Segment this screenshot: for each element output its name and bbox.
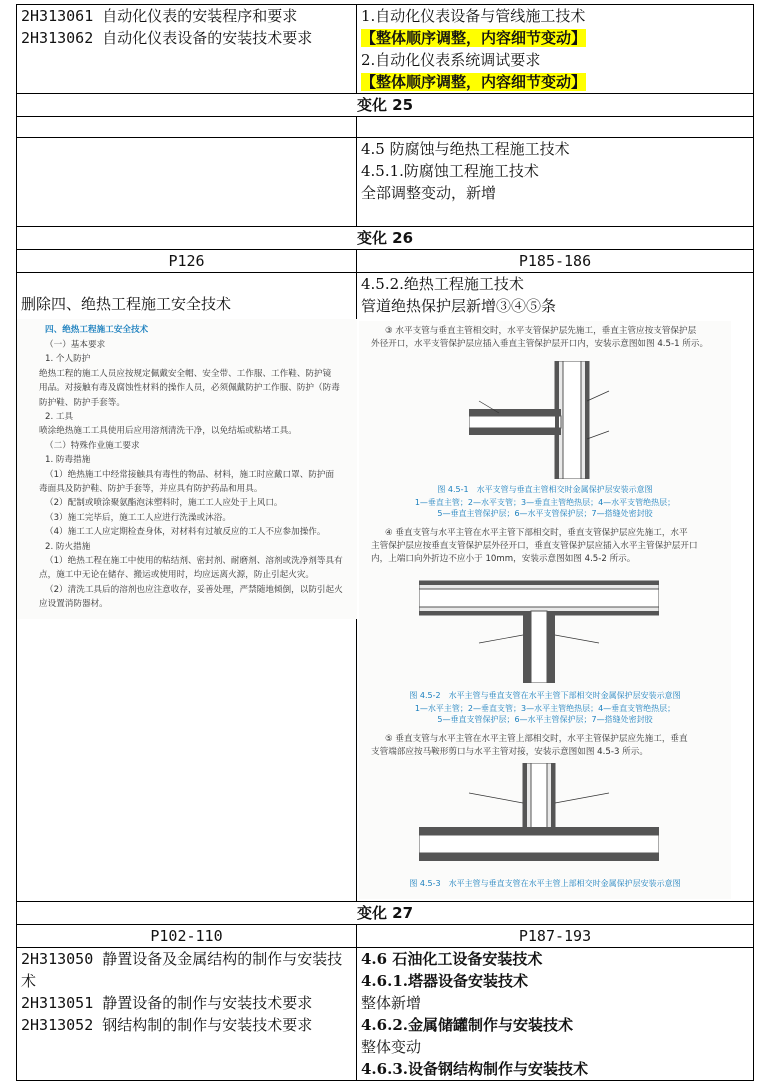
figure-legend: 5—垂直支管保护层；6—水平主管保护层；7—搭缝处密封胶: [437, 715, 653, 724]
vertical-main-pipe: [563, 361, 581, 479]
figure-caption: 图 4.5-2 水平主管与垂直支管在水平主管下部相交时金属保护层安装示意图: [409, 691, 681, 700]
scan-text-line: 喷涂绝热施工工具使用后应用溶剂清洗干净，以免结垢或粘堵工具。: [39, 426, 297, 437]
new-item: 管道绝热保护层新增③④⑤条: [361, 297, 557, 315]
scan-text-line: ⑤ 垂直支管与水平主管在水平主管上部相交时，水平主管保护层应先施工，垂直: [385, 734, 688, 744]
old-syllabus-cell: [17, 948, 357, 1081]
vertical-main-cover-right: [585, 361, 589, 479]
table-row: [17, 902, 754, 925]
figure-4-5-1: [469, 361, 629, 479]
scan-text-line: 1. 防毒措施: [45, 455, 91, 466]
new-item: 4.6.2.金属储罐制作与安装技术: [361, 1016, 573, 1034]
table-row: [17, 250, 754, 273]
vertical-branch-pipe: [531, 763, 547, 831]
leader-line: [555, 793, 609, 803]
scan-text-line: 点，施工中无论在储存、搬运或使用时，均应远离火源，防止引起火灾。: [39, 570, 315, 581]
figure-caption: 图 4.5-1 水平支管与垂直主管相交时金属保护层安装示意图: [437, 485, 653, 494]
scan-text-line: 外径开口，水平支管保护层应插入垂直主管保护层开口内，安装示意图如图 4.5-1 所示。: [371, 339, 709, 349]
deleted-section: 删除四、绝热工程施工安全技术: [21, 295, 232, 313]
scan-text-line: （4）施工工人应定期检查身体，对材料有过敏反应的工人不应参加操作。: [45, 527, 326, 538]
vertical-cover-right: [551, 763, 555, 831]
old-item: 2H313050 静置设备及金属结构的制作与安装技术: [21, 950, 343, 990]
change-heading: 变化 25: [17, 94, 754, 117]
old-syllabus-cell: [17, 138, 357, 227]
table-row: [17, 94, 754, 117]
figure-4-5-2: [419, 573, 659, 683]
table-row: [17, 948, 754, 1081]
scan-text-line: ④ 垂直支管与水平主管在水平主管下部相交时，垂直支管保护层应先施工，水平: [385, 528, 688, 538]
horizontal-branch-pipe: [469, 416, 561, 428]
horizontal-main-pipe: [419, 835, 659, 853]
old-item: 2H313062 自动化仪表设备的安装技术要求: [21, 29, 313, 47]
new-syllabus-cell: [357, 138, 754, 227]
scan-text-line: ③ 水平支管与垂直主管相交时，水平支管保护层先施工，垂直主管应按支管保护层: [385, 326, 697, 336]
scan-text-line: （二）特殊作业施工要求: [45, 440, 140, 451]
new-page-ref: P185-186: [357, 250, 754, 273]
table-row: [17, 5, 754, 94]
figure-legend: 1—水平主管；2—垂直支管；3—水平主管绝热层；4—垂直支管绝热层；: [414, 704, 676, 713]
vertical-cover-left: [523, 763, 527, 831]
figure-4-5-3: [419, 763, 659, 871]
scan-title: 四、绝热工程施工安全技术: [45, 325, 149, 335]
old-page-ref: P102-110: [17, 925, 357, 948]
scan-text-line: 2. 工具: [45, 412, 74, 422]
change-note-highlight: 【整体顺序调整，内容细节变动】: [361, 29, 587, 47]
leader-line: [555, 635, 599, 643]
old-item: 2H313051 静置设备的制作与安装技术要求: [21, 994, 313, 1012]
new-item: 4.6.1.塔器设备安装技术: [361, 972, 528, 990]
leader-line: [587, 391, 609, 401]
scan-text-line: （1）绝热工程在施工中使用的粘结剂、密封剂、耐磨剂、溶剂或洗净剂等具有: [45, 556, 343, 566]
figure-caption: 图 4.5-3 水平主管与垂直支管在水平主管上部相交时金属保护层安装示意图: [409, 879, 681, 888]
leader-line: [479, 635, 523, 643]
scan-text-line: 内，上端口向外折边不应小于 10mm，安装示意图如图 4.5-2 所示。: [371, 554, 636, 564]
scan-text-line: （2）清洗工具后的溶剂也应注意收存，妥善处理，严禁随地倾倒，以防引起火: [45, 584, 343, 595]
new-item: 4.6.3.设备钢结构制作与安装技术: [361, 1060, 588, 1078]
new-page-ref: P187-193: [357, 925, 754, 948]
change-heading: 变化 26: [17, 227, 754, 250]
scan-text-line: 支管端部应按马鞍形剪口与水平主管对接，安装示意图如图 4.5-3 所示。: [371, 747, 648, 757]
scan-text-line: 1. 个人防护: [45, 354, 91, 365]
page-cell-right: [357, 117, 754, 138]
new-syllabus-cell: [357, 273, 754, 902]
scan-text-line: （2）配制或喷涂聚氨酯泡沫塑料时，施工工人应处于上风口。: [45, 498, 283, 509]
change-heading: 变化 27: [17, 902, 754, 925]
horizontal-cover-top: [419, 581, 659, 585]
scan-text-line: （1）绝热施工中经常接触具有毒性的物品、材料，施工时应戴口罩、防护面: [45, 469, 335, 480]
table-row: [17, 273, 754, 902]
scan-text-line: 绝热工程的施工人员应按规定佩戴安全帽、安全带、工作服、工作鞋、防护镜: [39, 368, 332, 379]
scan-text-line: （3）施工完毕后，施工工人应进行洗澡或沐浴。: [45, 512, 231, 523]
old-item: 2H313061 自动化仪表的安装程序和要求: [21, 7, 298, 25]
scan-text-line: 毒面具及防护鞋、防护手套等，并应具有防护药品和用具。: [39, 484, 263, 494]
table-row: [17, 138, 754, 227]
scan-text-line: 应设置消防器材。: [39, 599, 108, 610]
leader-line: [469, 793, 523, 803]
old-page-ref: P126: [17, 250, 357, 273]
figure-legend: 1—垂直主管；2—水平支管；3—垂直主管绝热层；4—水平支管绝热层；: [414, 498, 676, 507]
new-item: 全部调整变动，新增: [361, 184, 497, 202]
old-syllabus-cell: [17, 273, 357, 902]
old-syllabus-cell: [17, 5, 357, 94]
change-note: 整体变动: [361, 1038, 422, 1056]
vertical-branch-pipe: [531, 611, 547, 683]
change-note: 整体新增: [361, 994, 422, 1012]
figure-legend: 5—垂直主管保护层；6—水平支管保护层；7—搭缝处密封胶: [437, 509, 653, 518]
new-item: 4.5.1.防腐蚀工程施工技术: [361, 162, 539, 180]
old-item: 2H313052 钢结构制的制作与安装技术要求: [21, 1016, 313, 1034]
new-syllabus-cell: [357, 948, 754, 1081]
vertical-main-cover-left: [555, 361, 559, 479]
horizontal-main-pipe: [419, 589, 659, 607]
scan-text-line: 防护鞋、防护手套等。: [39, 397, 125, 408]
new-item: 4.6 石油化工设备安装技术: [361, 950, 543, 968]
comparison-page: [16, 4, 754, 1081]
new-item: 4.5 防腐蚀与绝热工程施工技术: [361, 140, 570, 158]
scan-text-line: 主管保护层应按垂直支管保护层外径开口，垂直支管保护层应插入水平主管保护层开口: [371, 541, 698, 551]
new-item: 1.自动化仪表设备与管线施工技术: [361, 7, 586, 25]
comparison-table: [16, 4, 754, 1081]
page-cell-left: [17, 117, 357, 138]
table-row: [17, 117, 754, 138]
book-scan-right: [359, 321, 731, 899]
scan-text-line: （一）基本要求: [45, 340, 106, 350]
book-scan-left: [17, 319, 357, 619]
scan-text-line: 用品。对接触有毒及腐蚀性材料的操作人员，必须佩戴防护工作服、防护（防毒: [39, 383, 340, 394]
table-row: [17, 925, 754, 948]
change-note-highlight: 【整体顺序调整，内容细节变动】: [361, 73, 587, 91]
scan-text-line: 2. 防火措施: [45, 541, 91, 552]
new-syllabus-cell: [357, 5, 754, 94]
new-item: 2.自动化仪表系统调试要求: [361, 51, 541, 69]
table-row: [17, 227, 754, 250]
leader-line: [587, 431, 609, 439]
new-item: 4.5.2.绝热工程施工技术: [361, 275, 524, 293]
